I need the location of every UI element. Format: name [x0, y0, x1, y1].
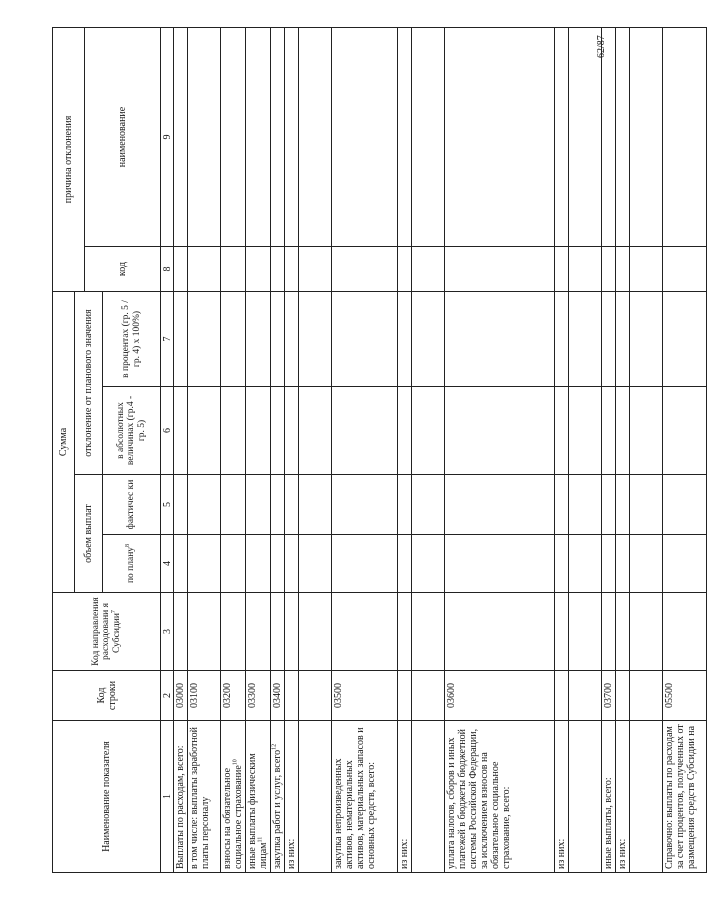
- header-deviation-abs: в абсолютных величинах (гр.4 - гр. 5): [103, 387, 161, 475]
- header-direction-code: Код направления расходовани я Субсидии$^7$: [53, 593, 161, 671]
- value-cell: [412, 246, 445, 291]
- col-number: 2: [161, 671, 174, 721]
- value-cell: [188, 27, 221, 246]
- value-cell: [555, 291, 569, 386]
- value-cell: [271, 246, 285, 291]
- value-cell: [569, 27, 602, 246]
- value-cell: [271, 475, 285, 535]
- value-cell: [271, 593, 285, 671]
- value-cell: [221, 291, 246, 386]
- row-code-cell: 03600: [445, 671, 555, 721]
- row-code-cell: [569, 671, 602, 721]
- table-row: [630, 27, 663, 872]
- row-code-cell: [398, 671, 412, 721]
- value-cell: [555, 535, 569, 593]
- value-cell: [663, 535, 707, 593]
- col-number: 1: [161, 721, 174, 873]
- indicator-name-cell: [630, 721, 663, 873]
- value-cell: [602, 246, 616, 291]
- value-cell: [398, 475, 412, 535]
- value-cell: [445, 27, 555, 246]
- value-cell: [285, 291, 299, 386]
- table-body: [174, 27, 707, 872]
- value-cell: [398, 291, 412, 386]
- indicator-name-cell: закупка непроизведенных активов, нематериальных активов, материальных запасов и основных средств, всего:: [332, 721, 398, 873]
- value-cell: [630, 535, 663, 593]
- indicator-name-cell: из них:: [555, 721, 569, 873]
- row-code-cell: [299, 671, 332, 721]
- table-row: [299, 27, 332, 872]
- value-cell: [555, 593, 569, 671]
- value-cell: [221, 27, 246, 246]
- value-cell: [616, 475, 630, 535]
- value-cell: [246, 27, 271, 246]
- value-cell: [174, 387, 188, 475]
- indicator-name-cell: [299, 721, 332, 873]
- table-row: [412, 27, 445, 872]
- value-cell: [299, 246, 332, 291]
- row-code-cell: 05500: [663, 671, 707, 721]
- header-sum: Сумма: [53, 291, 75, 592]
- header-row-code: Код строки: [53, 671, 161, 721]
- value-cell: [246, 475, 271, 535]
- table-row: [174, 27, 188, 872]
- table-row: [555, 27, 569, 872]
- value-cell: [285, 246, 299, 291]
- value-cell: [445, 475, 555, 535]
- header-reason-name: наименование: [85, 27, 161, 246]
- table-row: [221, 27, 246, 872]
- value-cell: [569, 387, 602, 475]
- table-row: [271, 27, 285, 872]
- value-cell: [398, 387, 412, 475]
- table-row: [188, 27, 221, 872]
- value-cell: [445, 291, 555, 386]
- value-cell: [445, 593, 555, 671]
- value-cell: [630, 593, 663, 671]
- header-deviation: отклонение от планового значения: [75, 291, 103, 474]
- value-cell: [602, 475, 616, 535]
- page-number: 62/87: [596, 35, 607, 58]
- col-number: 8: [161, 246, 174, 291]
- value-cell: [299, 475, 332, 535]
- column-numbers-row: [161, 27, 174, 872]
- value-cell: [616, 246, 630, 291]
- value-cell: [398, 593, 412, 671]
- value-cell: [555, 246, 569, 291]
- value-cell: [663, 246, 707, 291]
- row-code-cell: [630, 671, 663, 721]
- header-volume: объем выплат: [75, 475, 103, 593]
- value-cell: [271, 535, 285, 593]
- row-code-cell: 03000: [174, 671, 188, 721]
- value-cell: [188, 535, 221, 593]
- value-cell: [398, 246, 412, 291]
- value-cell: [221, 593, 246, 671]
- value-cell: [271, 27, 285, 246]
- value-cell: [412, 387, 445, 475]
- value-cell: [630, 246, 663, 291]
- value-cell: [332, 593, 398, 671]
- value-cell: [174, 291, 188, 386]
- value-cell: [602, 291, 616, 386]
- value-cell: [602, 387, 616, 475]
- value-cell: [174, 593, 188, 671]
- value-cell: [555, 475, 569, 535]
- value-cell: [332, 535, 398, 593]
- indicator-name-cell: Выплаты по расходам, всего:: [174, 721, 188, 873]
- value-cell: [246, 535, 271, 593]
- value-cell: [299, 387, 332, 475]
- indicator-name-cell: Справочно: выплаты по расходам за счет процентов, полученных от размещения средств Субсидии на: [663, 721, 707, 873]
- col-number: 7: [161, 291, 174, 386]
- col-number: 9: [161, 27, 174, 246]
- value-cell: [188, 475, 221, 535]
- row-code-cell: 03700: [602, 671, 616, 721]
- value-cell: [663, 387, 707, 475]
- table-row: [332, 27, 398, 872]
- value-cell: [412, 593, 445, 671]
- value-cell: [412, 475, 445, 535]
- row-code-cell: [555, 671, 569, 721]
- value-cell: [602, 593, 616, 671]
- value-cell: [569, 291, 602, 386]
- table-row: [285, 27, 299, 872]
- value-cell: [398, 535, 412, 593]
- indicator-name-cell: иные выплаты физическим лицам$^{11}$: [246, 721, 271, 873]
- value-cell: [299, 535, 332, 593]
- value-cell: [271, 387, 285, 475]
- indicator-name-cell: из них:: [616, 721, 630, 873]
- table-row: [602, 27, 616, 872]
- header-reason: причина отклонения: [53, 27, 85, 291]
- value-cell: [332, 475, 398, 535]
- table-row: [569, 27, 602, 872]
- value-cell: [285, 475, 299, 535]
- value-cell: [663, 475, 707, 535]
- value-cell: [246, 291, 271, 386]
- indicator-name-cell: уплата налогов, сборов и иных платежей в бюджеты бюджетной системы Российской Федерации, за исключением взносов на обязательное социальное страхование, всего:: [445, 721, 555, 873]
- value-cell: [221, 475, 246, 535]
- row-code-cell: 03400: [271, 671, 285, 721]
- header-indicator-name: Наименование показателя: [53, 721, 161, 873]
- value-cell: [663, 27, 707, 246]
- row-code-cell: [412, 671, 445, 721]
- row-code-cell: [616, 671, 630, 721]
- indicator-name-cell: [412, 721, 445, 873]
- indicator-name-cell: закупка работ и услуг, всего$^{12}$: [271, 721, 285, 873]
- indicator-name-cell: взносы на обязательное социальное страхование$^{10}$: [221, 721, 246, 873]
- value-cell: [555, 27, 569, 246]
- value-cell: [299, 291, 332, 386]
- value-cell: [616, 535, 630, 593]
- col-number: 6: [161, 387, 174, 475]
- value-cell: [663, 593, 707, 671]
- indicator-name-cell: из них:: [285, 721, 299, 873]
- value-cell: [412, 27, 445, 246]
- value-cell: [188, 291, 221, 386]
- value-cell: [602, 535, 616, 593]
- value-cell: [663, 291, 707, 386]
- value-cell: [271, 291, 285, 386]
- value-cell: [332, 291, 398, 386]
- value-cell: [616, 387, 630, 475]
- value-cell: [221, 387, 246, 475]
- value-cell: [285, 593, 299, 671]
- value-cell: [332, 246, 398, 291]
- value-cell: [174, 246, 188, 291]
- value-cell: [555, 387, 569, 475]
- value-cell: [445, 387, 555, 475]
- value-cell: [616, 27, 630, 246]
- value-cell: [398, 27, 412, 246]
- row-code-cell: 03100: [188, 671, 221, 721]
- table-row: [616, 27, 630, 872]
- value-cell: [332, 27, 398, 246]
- header-deviation-pct: в процентах (гр. 5 / гр. 4) х 100%): [103, 291, 161, 386]
- row-code-cell: 03200: [221, 671, 246, 721]
- row-code-cell: [285, 671, 299, 721]
- indicator-name-cell: в том числе: выплаты заработной платы персоналу: [188, 721, 221, 873]
- col-number: 4: [161, 535, 174, 593]
- header-reason-code: код: [85, 246, 161, 291]
- indicator-name-cell: [569, 721, 602, 873]
- report-table: [52, 27, 707, 873]
- col-number: 3: [161, 593, 174, 671]
- value-cell: [246, 246, 271, 291]
- value-cell: [221, 246, 246, 291]
- value-cell: [299, 593, 332, 671]
- row-code-cell: 03300: [246, 671, 271, 721]
- value-cell: [174, 27, 188, 246]
- value-cell: [188, 593, 221, 671]
- value-cell: [188, 246, 221, 291]
- value-cell: [299, 27, 332, 246]
- value-cell: [602, 27, 616, 246]
- value-cell: [569, 475, 602, 535]
- value-cell: [246, 387, 271, 475]
- indicator-name-cell: иные выплаты, всего:: [602, 721, 616, 873]
- table-row: [398, 27, 412, 872]
- header-actual: фактичес ки: [103, 475, 161, 535]
- value-cell: [630, 475, 663, 535]
- value-cell: [569, 535, 602, 593]
- value-cell: [174, 475, 188, 535]
- value-cell: [569, 593, 602, 671]
- col-number: 5: [161, 475, 174, 535]
- value-cell: [188, 387, 221, 475]
- value-cell: [221, 535, 246, 593]
- value-cell: [445, 246, 555, 291]
- value-cell: [285, 27, 299, 246]
- value-cell: [630, 291, 663, 386]
- row-code-cell: 03500: [332, 671, 398, 721]
- table-row: [246, 27, 271, 872]
- value-cell: [569, 246, 602, 291]
- value-cell: [246, 593, 271, 671]
- value-cell: [285, 387, 299, 475]
- value-cell: [412, 291, 445, 386]
- value-cell: [616, 593, 630, 671]
- value-cell: [332, 387, 398, 475]
- table-row: [663, 27, 707, 872]
- value-cell: [174, 535, 188, 593]
- value-cell: [412, 535, 445, 593]
- indicator-name-cell: из них:: [398, 721, 412, 873]
- table-row: [445, 27, 555, 872]
- value-cell: [630, 27, 663, 246]
- value-cell: [630, 387, 663, 475]
- value-cell: [445, 535, 555, 593]
- value-cell: [616, 291, 630, 386]
- header-plan: по плану$^8$: [103, 535, 161, 593]
- value-cell: [285, 535, 299, 593]
